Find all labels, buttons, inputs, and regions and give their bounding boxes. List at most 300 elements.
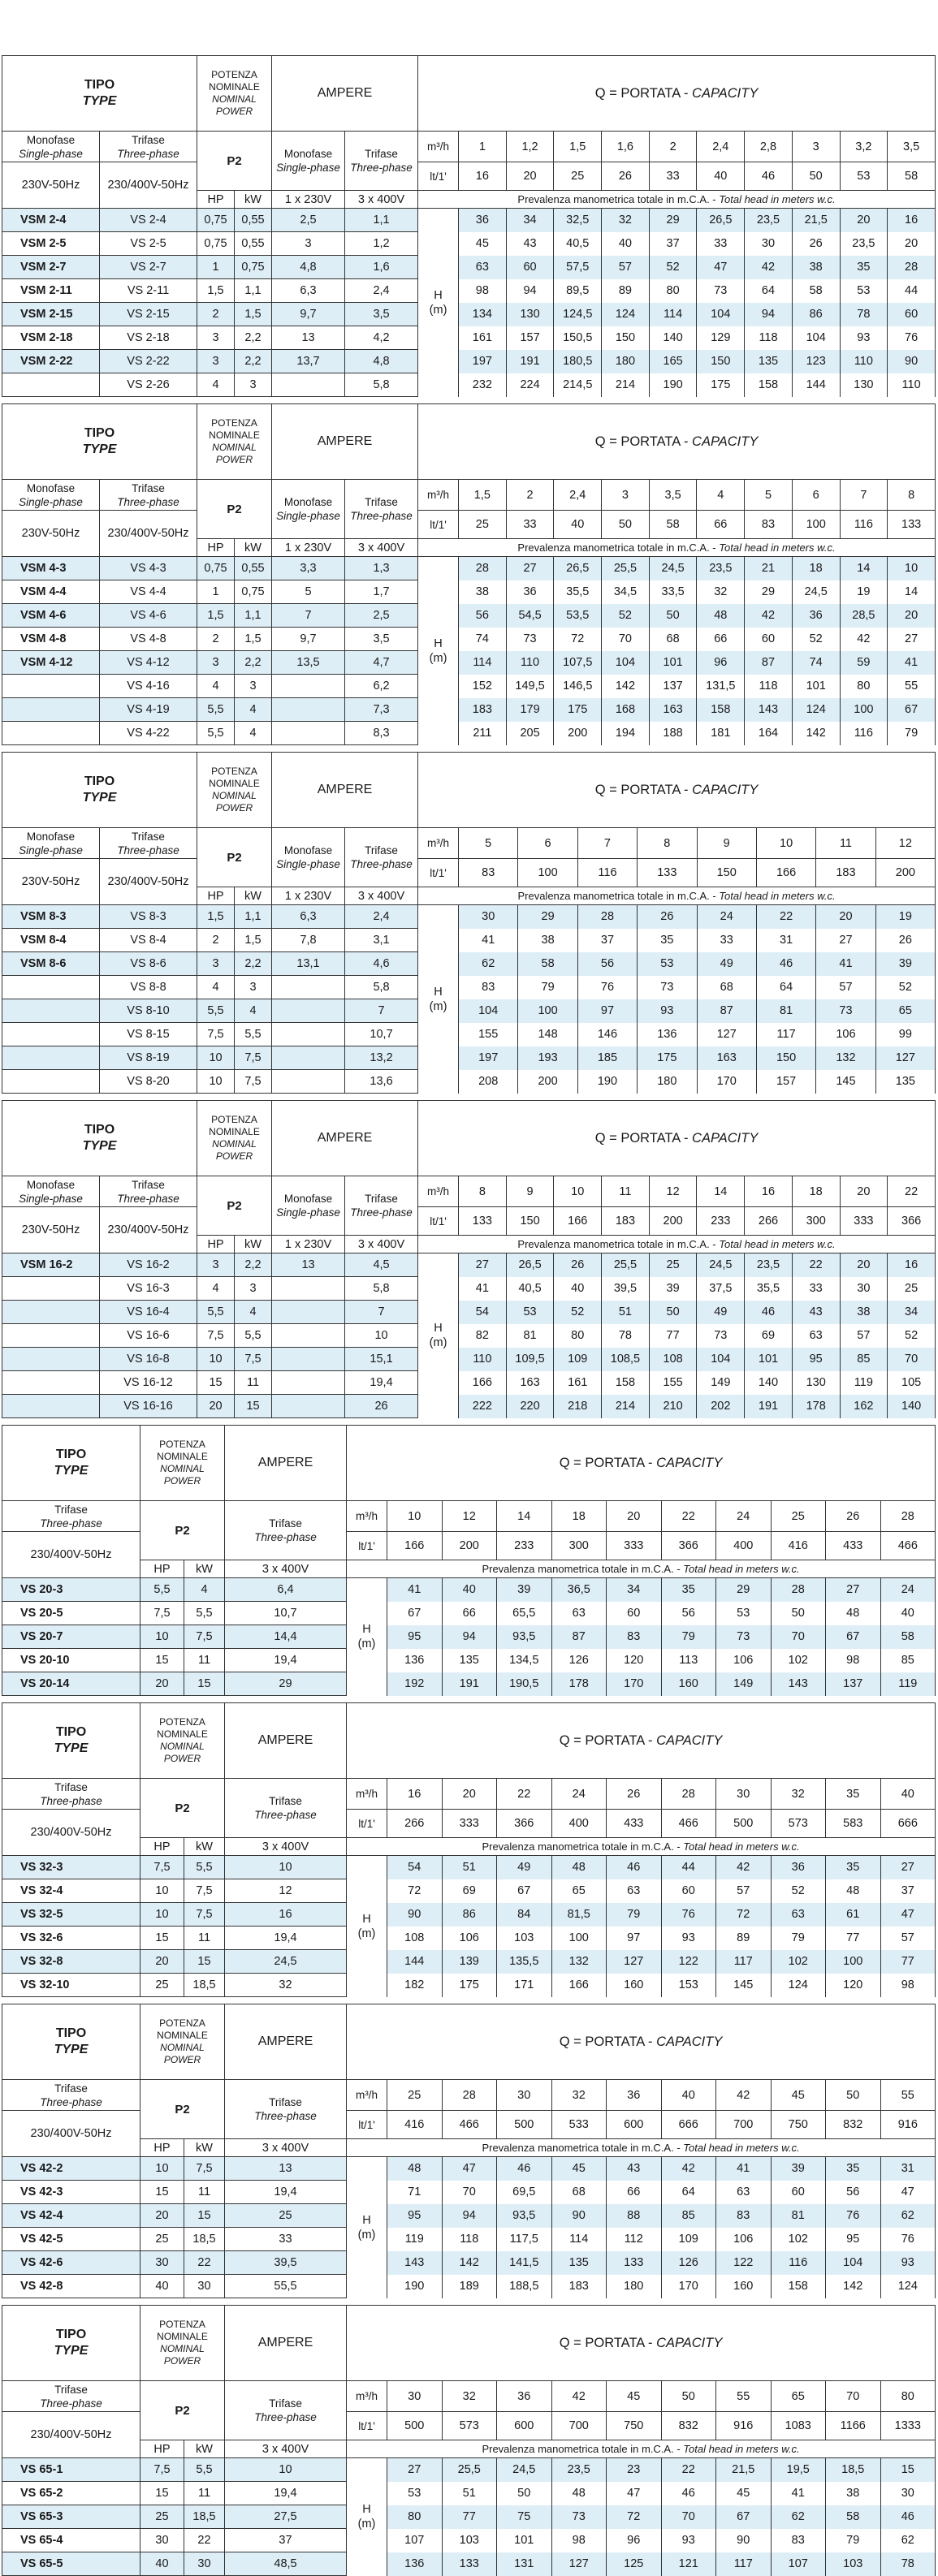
- flow-lt: 700: [551, 2412, 607, 2440]
- flow-m3h: 3: [602, 480, 650, 511]
- m3h-label: m³/h: [356, 1788, 378, 1800]
- head-value: 112: [607, 2228, 662, 2251]
- three-phase-model: VS 16-8: [100, 1348, 197, 1371]
- three-phase-label: Three-phase: [117, 1192, 179, 1205]
- ampere-single-phase: 13: [272, 326, 345, 350]
- section-gap: [0, 2298, 938, 2305]
- head-value: 95: [792, 1348, 840, 1371]
- table-row: [2, 580, 936, 604]
- nominale-label: NOMINALE: [209, 1126, 260, 1137]
- flow-m3h: 50: [661, 2381, 716, 2412]
- type-label: TYPE: [82, 791, 117, 805]
- head-value: 36: [792, 604, 840, 628]
- head-value: 30: [745, 232, 793, 256]
- head-value: 22: [756, 905, 815, 929]
- head-value: 77: [442, 2505, 497, 2529]
- power-hp: 4: [197, 1277, 235, 1301]
- power-label: POWER: [163, 2355, 201, 2367]
- power-hp: 25: [140, 2505, 184, 2529]
- trifase-label: Trifase: [54, 2082, 88, 2095]
- power-kw: 1,5: [235, 303, 272, 326]
- ampere-three-phase: 13,6: [345, 1070, 418, 1094]
- head-value: 164: [745, 722, 793, 745]
- head-value: 71: [387, 2181, 443, 2204]
- performance-table-vs8: [2, 752, 936, 1094]
- head-value: 194: [602, 722, 650, 745]
- flow-lt: 200: [875, 859, 935, 887]
- head-value: 166: [459, 1371, 507, 1395]
- power-hp: 5,5: [140, 1578, 184, 1602]
- trifase-label: Trifase: [132, 133, 165, 146]
- flow-lt: 200: [649, 1207, 697, 1236]
- ampere-three-phase: 19,4: [225, 2482, 347, 2505]
- ampere-three-phase: 10: [345, 1324, 418, 1348]
- capacity-label: CAPACITY: [692, 85, 759, 101]
- power-header: [197, 1101, 272, 1176]
- head-value: 144: [387, 1950, 443, 1974]
- flow-m3h: 1,5: [554, 132, 602, 162]
- flow-m3h: 20: [442, 1779, 497, 1810]
- nominal-label: NOMINAL: [160, 1463, 205, 1474]
- lt-label: lt/1': [430, 170, 447, 183]
- head-value: 79: [888, 722, 936, 745]
- power-kw: 3: [235, 675, 272, 698]
- head-value: 89: [602, 279, 650, 303]
- ampere-label: AMPERE: [257, 2336, 313, 2349]
- head-value: 106: [816, 1023, 875, 1046]
- head-value: 54: [387, 1856, 443, 1879]
- head-value: 37: [577, 929, 637, 952]
- head-value: 116: [840, 722, 888, 745]
- power-kw: 5,5: [184, 1602, 225, 1625]
- three-phase-voltage: 3 x 400V: [345, 887, 418, 905]
- prevalenza-label: Prevalenza manometrica totale in m.C.A. -: [517, 1238, 720, 1250]
- trifase-label: Trifase: [269, 2397, 302, 2410]
- three-phase-model: VS 32-4: [2, 1879, 140, 1903]
- ampere-three-phase-header: [225, 2381, 347, 2440]
- kw-header: kW: [184, 1838, 225, 1856]
- head-value: 57: [602, 256, 650, 279]
- three-phase-model: VS 16-6: [100, 1324, 197, 1348]
- ampere-three-phase: 6,4: [225, 1578, 347, 1602]
- performance-table-vs42: [2, 2004, 936, 2298]
- power-kw: 1,1: [235, 604, 272, 628]
- m3h-unit: [347, 2381, 387, 2412]
- head-value: 41: [771, 2482, 826, 2505]
- head-value: 202: [697, 1395, 745, 1418]
- power-hp: 3: [197, 651, 235, 675]
- power-hp: 3: [197, 350, 235, 373]
- power-hp: 15: [140, 1649, 184, 1672]
- flow-m3h: 1,2: [506, 132, 554, 162]
- monofase-label: Monofase: [26, 481, 76, 494]
- power-kw: 11: [184, 1927, 225, 1950]
- head-value: 79: [607, 1903, 662, 1927]
- p2-header: [197, 1176, 272, 1236]
- ampere-single-phase: 7: [272, 604, 345, 628]
- capacity-label: CAPACITY: [692, 434, 759, 449]
- head-value: 23,5: [745, 209, 793, 232]
- trifase-label: Trifase: [365, 844, 398, 857]
- flow-m3h: 9: [697, 828, 756, 859]
- single-phase-model: [2, 698, 100, 722]
- trifase-label: Trifase: [365, 1193, 398, 1205]
- head-value: 104: [697, 303, 745, 326]
- nominal-label: NOMINAL: [160, 1741, 205, 1752]
- head-value: 87: [745, 651, 793, 675]
- single-phase-model: VSM 4-12: [2, 651, 100, 675]
- three-phase-freq: 230/400V-50Hz: [100, 511, 197, 557]
- head-value: 95: [387, 2204, 443, 2228]
- head-value: 39: [875, 952, 935, 976]
- ampere-single-phase: 13,7: [272, 350, 345, 373]
- total-head-label: Total head in meters w.c.: [683, 2142, 800, 2154]
- ampere-single-phase-header: [272, 1176, 345, 1236]
- head-value: 51: [602, 1301, 650, 1324]
- head-value: 42: [745, 604, 793, 628]
- ampere-label: AMPERE: [257, 1733, 313, 1747]
- head-value: 70: [602, 628, 650, 651]
- three-phase-model: VS 65-1: [2, 2458, 140, 2482]
- head-value: 222: [459, 1395, 507, 1418]
- ampere-three-phase: 15,1: [345, 1348, 418, 1371]
- table-row: [2, 303, 936, 326]
- head-value: 16: [888, 1253, 936, 1277]
- head-value: 60: [888, 303, 936, 326]
- ampere-three-phase: 4,2: [345, 326, 418, 350]
- head-axis-label: [418, 905, 459, 1094]
- head-value: 52: [554, 1301, 602, 1324]
- flow-lt: 183: [816, 859, 875, 887]
- table-row: [2, 232, 936, 256]
- head-value: 25,5: [602, 1253, 650, 1277]
- ampere-single-phase: [272, 1324, 345, 1348]
- head-value: 120: [826, 1974, 881, 1997]
- head-value: 30: [459, 905, 518, 929]
- flow-lt: 583: [826, 1810, 881, 1838]
- head-value: 62: [459, 952, 518, 976]
- head-value: 49: [497, 1856, 552, 1879]
- single-phase-label: Single-phase: [19, 495, 83, 508]
- power-kw: 2,2: [235, 350, 272, 373]
- head-value: 24,5: [497, 2458, 552, 2482]
- flow-lt: 416: [771, 1532, 826, 1560]
- power-kw: 4: [235, 722, 272, 745]
- ampere-three-phase-header: [345, 132, 418, 191]
- table-row: [2, 2482, 936, 2505]
- head-value: 60: [661, 1879, 716, 1903]
- tipo-label: TIPO: [84, 78, 115, 92]
- power-hp: 10: [197, 1348, 235, 1371]
- head-note: [347, 2440, 936, 2458]
- capacity-label: CAPACITY: [656, 2034, 723, 2049]
- head-value: 43: [506, 232, 554, 256]
- section-gap: [0, 1997, 938, 2004]
- head-axis-label: [418, 209, 459, 397]
- ampere-single-phase: [272, 1301, 345, 1324]
- head-value: 27: [459, 1253, 507, 1277]
- head-value: 96: [697, 651, 745, 675]
- p2-label: P2: [227, 850, 242, 865]
- head-value: 119: [880, 1672, 936, 1696]
- flow-lt: 33: [506, 511, 554, 539]
- three-phase-model: VS 8-19: [100, 1046, 197, 1070]
- flow-lt: 116: [577, 859, 637, 887]
- power-label: POWER: [215, 454, 253, 465]
- head-value: 14: [888, 580, 936, 604]
- monofase-label: Monofase: [26, 133, 76, 146]
- power-hp: 4: [197, 675, 235, 698]
- ampere-single-phase: 13,1: [272, 952, 345, 976]
- head-value: 175: [638, 1046, 697, 1070]
- section-gap: [0, 745, 938, 752]
- head-value: 142: [826, 2275, 881, 2298]
- head-value: 178: [792, 1395, 840, 1418]
- ampere-three-phase-header: [225, 1501, 347, 1560]
- head-value: 108,5: [602, 1348, 650, 1371]
- flow-m3h: 55: [880, 2080, 936, 2111]
- head-value: 23,5: [745, 1253, 793, 1277]
- flow-lt: 50: [602, 511, 650, 539]
- ampere-single-phase: [272, 1395, 345, 1418]
- ampere-three-phase: 13: [225, 2157, 347, 2181]
- ampere-single-phase: 7,8: [272, 929, 345, 952]
- head-value: 143: [771, 1672, 826, 1696]
- head-value: 136: [638, 1023, 697, 1046]
- flow-m3h: 70: [826, 2381, 881, 2412]
- power-kw: 0,55: [235, 232, 272, 256]
- head-value: 24: [880, 1578, 936, 1602]
- head-value: 214,5: [554, 373, 602, 397]
- prevalenza-label: Prevalenza manometrica totale in m.C.A. -: [482, 1563, 684, 1575]
- single-phase-model: VSM 4-8: [2, 628, 100, 651]
- head-value: 37,5: [697, 1277, 745, 1301]
- ampere-label: AMPERE: [317, 86, 373, 100]
- type-header: [2, 56, 197, 132]
- single-phase-voltage: 1 x 230V: [272, 887, 345, 905]
- power-kw: 7,5: [235, 1070, 272, 1094]
- ampere-single-phase: 9,7: [272, 303, 345, 326]
- lt-label: lt/1': [358, 2118, 375, 2131]
- table-row: [2, 604, 936, 628]
- power-hp: 30: [140, 2529, 184, 2552]
- head-value: 27: [888, 628, 936, 651]
- ampere-three-phase: 6,2: [345, 675, 418, 698]
- head-value: 131: [497, 2552, 552, 2576]
- power-hp: 10: [140, 1625, 184, 1649]
- head-value: 33: [697, 929, 756, 952]
- head-value: 190,5: [497, 1672, 552, 1696]
- ampere-single-phase: [272, 1348, 345, 1371]
- flow-m3h: 12: [442, 1501, 497, 1532]
- table-row: [2, 2228, 936, 2251]
- three-phase-model: VS 20-7: [2, 1625, 140, 1649]
- head-value: 63: [607, 1879, 662, 1903]
- head-value: 117: [716, 2552, 772, 2576]
- flow-m3h: 50: [826, 2080, 881, 2111]
- type-label: TYPE: [54, 2043, 89, 2056]
- flow-m3h: 55: [716, 2381, 772, 2412]
- head-value: 42: [716, 1856, 772, 1879]
- head-value: 93,5: [497, 2204, 552, 2228]
- head-value: 101: [745, 1348, 793, 1371]
- head-value: 26: [792, 232, 840, 256]
- flow-lt: 400: [716, 1532, 772, 1560]
- head-value: 25: [649, 1253, 697, 1277]
- head-value: 94: [745, 303, 793, 326]
- flow-m3h: 16: [745, 1176, 793, 1207]
- head-value: 21,5: [716, 2458, 772, 2482]
- head-value: 99: [875, 1023, 935, 1046]
- type-header: [2, 1426, 140, 1501]
- head-value: 110: [840, 350, 888, 373]
- prevalenza-label: Prevalenza manometrica totale in m.C.A. -: [482, 2142, 684, 2154]
- power-kw: 22: [184, 2529, 225, 2552]
- single-phase-voltage: 1 x 230V: [272, 1236, 345, 1253]
- head-value: 19,5: [771, 2458, 826, 2482]
- flow-m3h: 20: [840, 1176, 888, 1207]
- ampere-single-phase: [272, 1046, 345, 1070]
- flow-lt: 500: [716, 1810, 772, 1838]
- nominale-label: NOMINALE: [157, 1451, 208, 1462]
- meters-label: (m): [429, 651, 447, 665]
- head-value: 79: [661, 1625, 716, 1649]
- flow-lt: 1083: [771, 2412, 826, 2440]
- head-value: 46: [607, 1856, 662, 1879]
- head-value: 72: [716, 1903, 772, 1927]
- performance-table-vs16: [2, 1100, 936, 1418]
- head-value: 45: [716, 2482, 772, 2505]
- nominal-label: NOMINAL: [212, 790, 257, 801]
- flow-m3h: 42: [551, 2381, 607, 2412]
- hp-header: HP: [140, 1838, 184, 1856]
- head-value: 81: [771, 2204, 826, 2228]
- power-kw: 7,5: [184, 2157, 225, 2181]
- head-value: 160: [716, 2275, 772, 2298]
- kw-header: kW: [235, 887, 272, 905]
- head-value: 96: [607, 2529, 662, 2552]
- ampere-single-phase-header: [272, 480, 345, 539]
- three-phase-freq: 230/400V-50Hz: [100, 859, 197, 905]
- power-hp: 7,5: [140, 1602, 184, 1625]
- three-phase-model: VS 42-4: [2, 2204, 140, 2228]
- head-value: 23,5: [551, 2458, 607, 2482]
- hp-header: HP: [140, 2440, 184, 2458]
- head-value: 42: [745, 256, 793, 279]
- meters-label: (m): [357, 1927, 376, 1940]
- head-value: 45: [551, 2157, 607, 2181]
- head-value: 78: [602, 1324, 650, 1348]
- table-row: [2, 698, 936, 722]
- head-note: [418, 887, 936, 905]
- m3h-unit: [418, 1176, 459, 1207]
- ampere-three-phase: 37: [225, 2529, 347, 2552]
- head-value: 35,5: [745, 1277, 793, 1301]
- head-value: 28: [459, 557, 507, 580]
- head-value: 135: [442, 1649, 497, 1672]
- three-phase-model: VS 2-4: [100, 209, 197, 232]
- flow-m3h: 8: [459, 1176, 507, 1207]
- head-value: 36,5: [551, 1578, 607, 1602]
- p2-label: P2: [175, 1801, 190, 1815]
- ampere-header: [272, 1101, 418, 1176]
- power-kw: 5,5: [184, 2458, 225, 2482]
- table-row: [2, 209, 936, 232]
- head-value: 38: [826, 2482, 881, 2505]
- power-hp: 5,5: [197, 1301, 235, 1324]
- head-value: 66: [442, 1602, 497, 1625]
- head-value: 77: [649, 1324, 697, 1348]
- head-value: 28: [771, 1578, 826, 1602]
- head-value: 126: [661, 2251, 716, 2275]
- head-value: 74: [459, 628, 507, 651]
- tipo-label: TIPO: [55, 2328, 87, 2341]
- head-value: 134: [459, 303, 507, 326]
- flow-lt: 233: [697, 1207, 745, 1236]
- head-value: 63: [551, 1602, 607, 1625]
- head-value: 26: [554, 1253, 602, 1277]
- head-value: 188: [649, 722, 697, 745]
- head-value: 20: [816, 905, 875, 929]
- head-value: 53: [716, 1602, 772, 1625]
- three-phase-model: VS 16-3: [100, 1277, 197, 1301]
- table-row: [2, 1578, 936, 1602]
- flow-m3h: 45: [771, 2080, 826, 2111]
- head-value: 80: [649, 279, 697, 303]
- head-value: 180,5: [554, 350, 602, 373]
- ampere-single-phase: 13,5: [272, 651, 345, 675]
- flow-m3h: 32: [442, 2381, 497, 2412]
- flow-lt: 300: [792, 1207, 840, 1236]
- flow-m3h: 28: [442, 2080, 497, 2111]
- head-value: 67: [716, 2505, 772, 2529]
- head-value: 69: [745, 1324, 793, 1348]
- flow-lt: 400: [551, 1810, 607, 1838]
- table-row: [2, 2505, 936, 2529]
- prevalenza-label: Prevalenza manometrica totale in m.C.A. -: [517, 193, 720, 205]
- head-value: 35,5: [554, 580, 602, 604]
- head-value: 85: [840, 1348, 888, 1371]
- head-value: 178: [551, 1672, 607, 1696]
- single-phase-freq: 230V-50Hz: [2, 859, 100, 905]
- head-value: 49: [697, 1301, 745, 1324]
- head-value: 29: [649, 209, 697, 232]
- head-value: 183: [459, 698, 507, 722]
- ampere-single-phase: [272, 675, 345, 698]
- head-value: 62: [880, 2529, 936, 2552]
- trifase-label: Trifase: [132, 1178, 165, 1191]
- head-value: 52: [649, 256, 697, 279]
- flow-lt: 466: [661, 1810, 716, 1838]
- head-value: 22: [792, 1253, 840, 1277]
- power-kw: 15: [184, 1950, 225, 1974]
- power-hp: 7,5: [140, 2458, 184, 2482]
- power-hp: 25: [140, 2228, 184, 2251]
- three-phase-voltage: 3 x 400V: [225, 2139, 347, 2157]
- ampere-three-phase: 29: [225, 1672, 347, 1696]
- three-phase-freq: 230/400V-50Hz: [100, 162, 197, 209]
- flow-lt: 333: [840, 1207, 888, 1236]
- power-hp: 10: [197, 1046, 235, 1070]
- capacity-header: [347, 1703, 936, 1779]
- head-value: 23,5: [697, 557, 745, 580]
- ampere-three-phase: 1,6: [345, 256, 418, 279]
- flow-m3h: 1,5: [459, 480, 507, 511]
- nominal-label: NOMINAL: [212, 1138, 257, 1150]
- single-phase-model: VSM 2-18: [2, 326, 100, 350]
- head-value: 106: [716, 2228, 772, 2251]
- head-value: 73: [716, 1625, 772, 1649]
